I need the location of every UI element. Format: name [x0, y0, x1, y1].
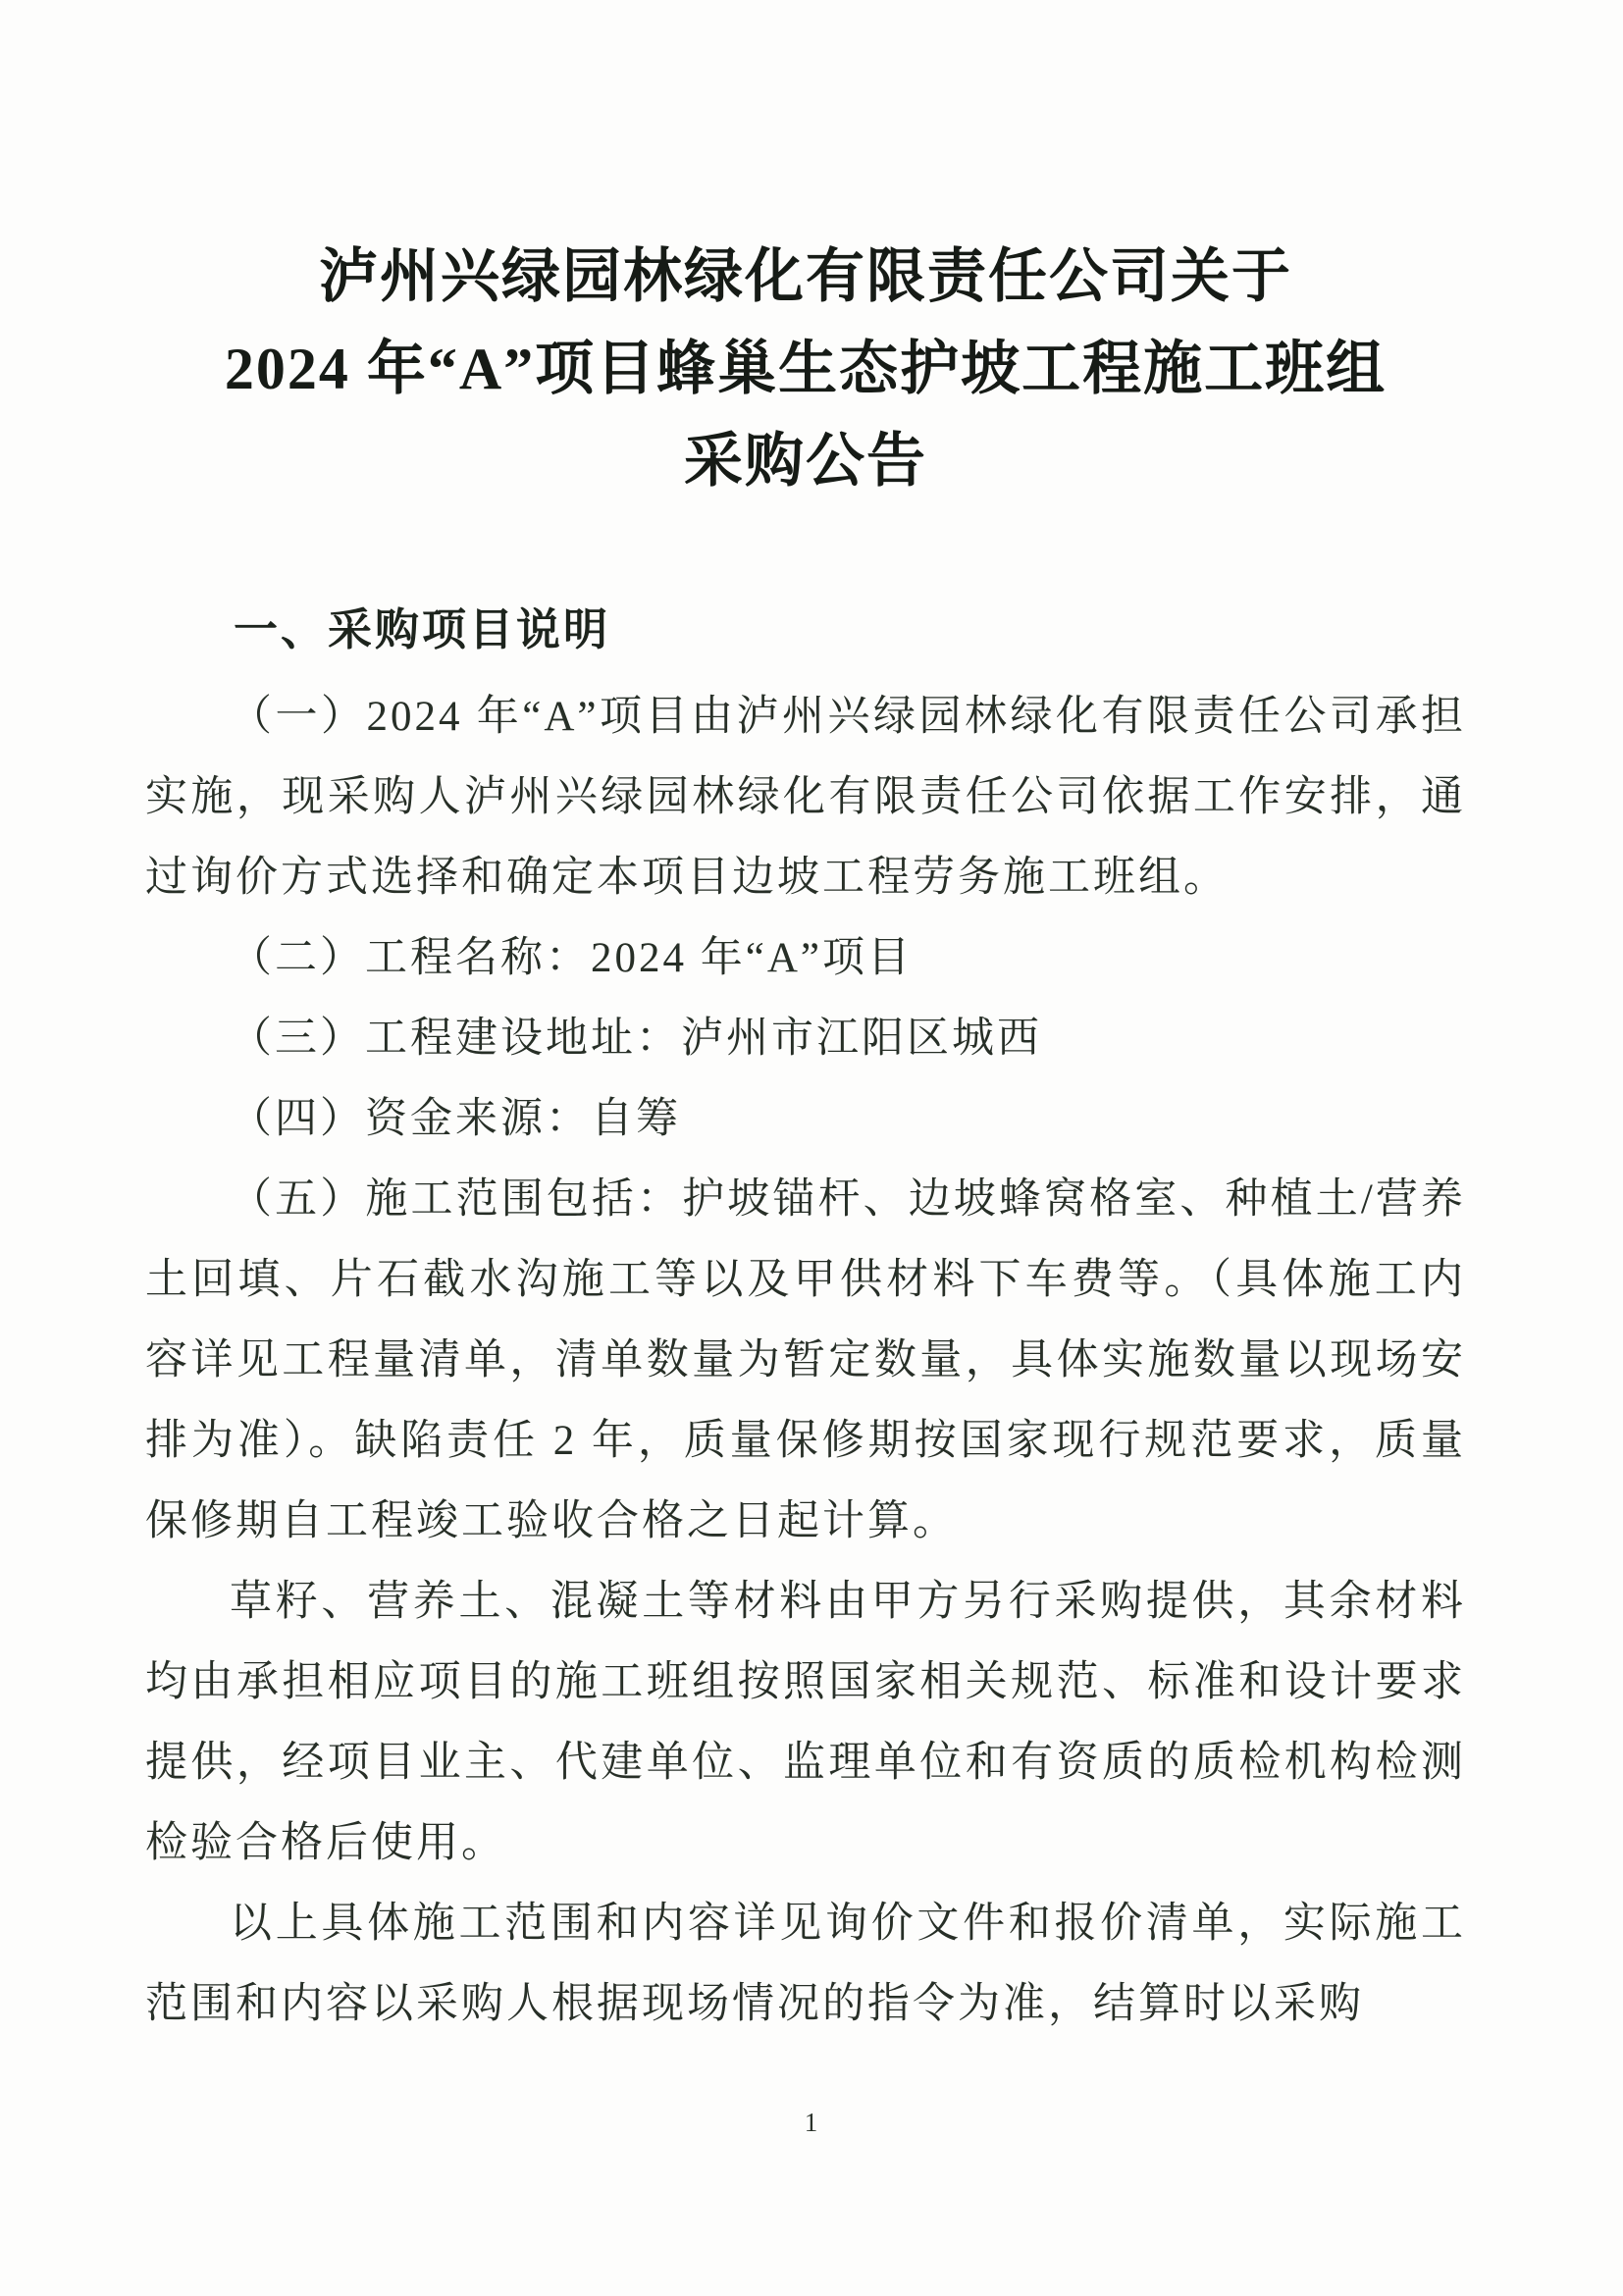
paragraph-item-5-construction-scope: （五）施工范围包括：护坡锚杆、边坡蜂窝格室、种植土/营养土回填、片石截水沟施工等以及甲供材料下车费等。（具体施工内容详见工程量清单，清单数量为暂定数量，具体实施数量以现场安排为准）。缺陷责任 2 年，质量保修期按国家现行规范要求，质量保修期自工程竣工验收合格之日起计算。	[145, 1176, 1466, 1544]
paragraph-item-2-project-name: （二）工程名称：2024 年“A”项目	[230, 935, 913, 981]
section-heading-procurement-description: 一、采购项目说明	[234, 604, 611, 654]
document-body	[145, 677, 1466, 2045]
paragraph-item-3-project-address: （三）工程建设地址：泸州市江阳区城西	[230, 1016, 1042, 1062]
document-title	[145, 231, 1466, 507]
page-number: 1	[804, 2108, 819, 2137]
paragraph-materials-provision: 草籽、营养土、混凝土等材料由甲方另行采购提供，其余材料均由承担相应项目的施工班组按照国家相关规范、标准和设计要求提供，经项目业主、代建单位、监理单位和有资质的质检机构检测检验合格后使用。	[145, 1579, 1466, 1866]
paragraph-item-1: （一）2024 年“A”项目由泸州兴绿园林绿化有限责任公司承担实施，现采购人泸州兴绿园林绿化有限责任公司依据工作安排，通过询价方式选择和确定本项目边坡工程劳务施工班组。	[145, 694, 1466, 901]
document-title-line-2: 2024 年“A”项目蜂巢生态护坡工程施工班组	[224, 337, 1387, 401]
paragraph-item-4-funding-source: （四）资金来源：自筹	[230, 1096, 681, 1142]
paragraph-scope-reference: 以上具体施工范围和内容详见询价文件和报价清单，实际施工范围和内容以采购人根据现场情况的指令为准，结算时以采购	[145, 1901, 1466, 2027]
document-title-line-1: 泸州兴绿园林绿化有限责任公司关于	[319, 244, 1292, 309]
document-title-line-3: 采购公告	[684, 429, 927, 494]
